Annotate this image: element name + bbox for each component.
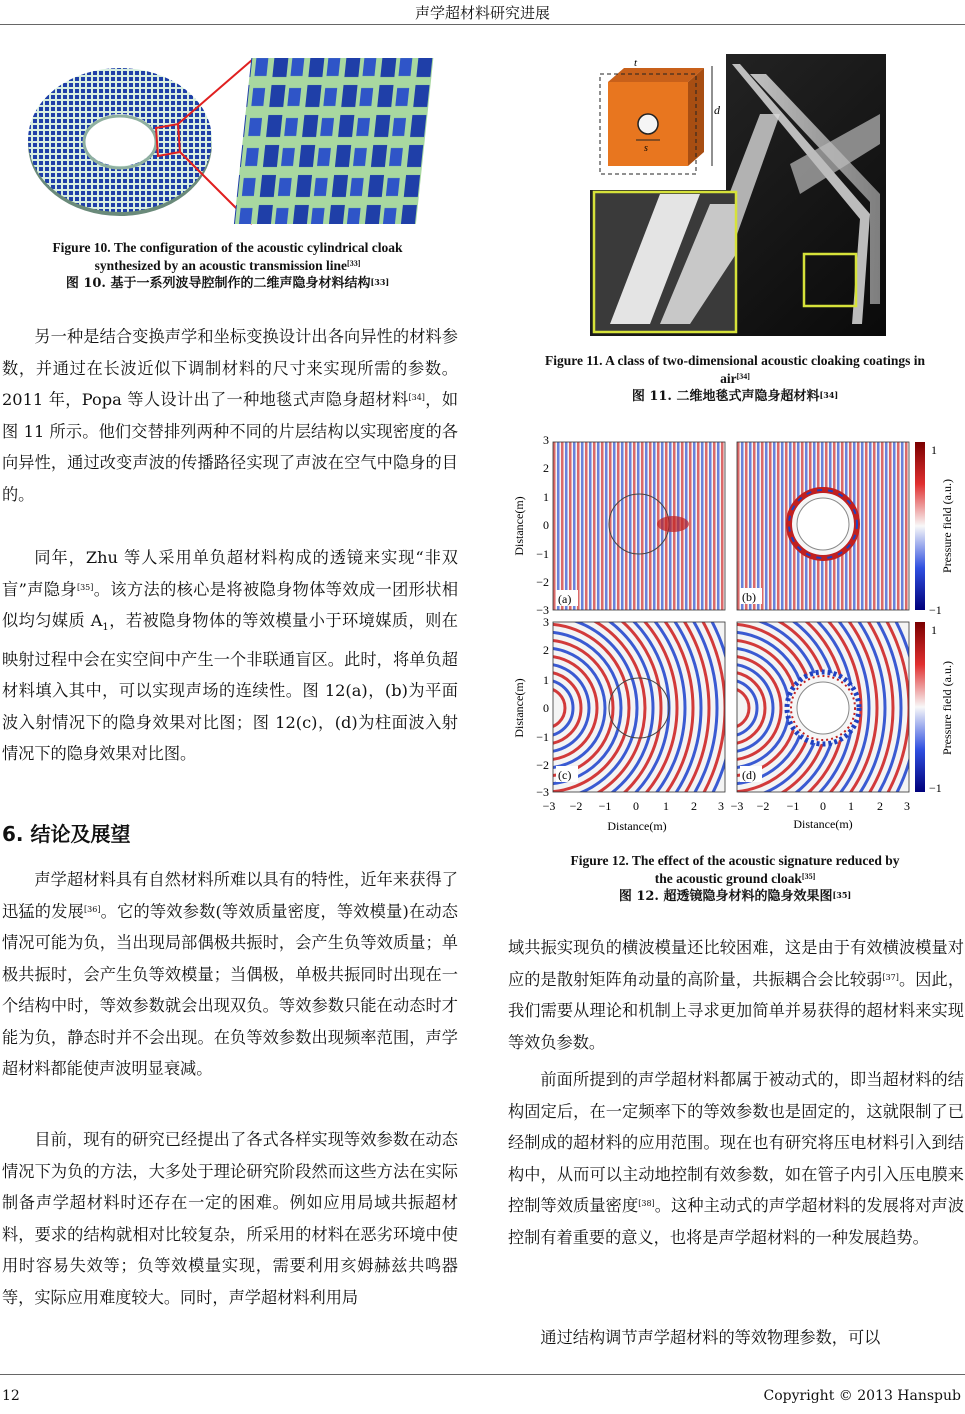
panel-a [553,442,725,610]
cylindrical-cloak-disc [28,68,212,216]
footer-rule [0,1374,965,1375]
left-para-3: 声学超材料具有自然材料所难以具有的特性，近年来获得了迅猛的发展[36]。它的等效参数(等效质量密度，等效模量)在动态情况可能为负，当出现局部偶极共振时，会产生负等效质量；单极共振时，会产生负等效模量；当偶极，单极共振同时出现在一个结构中时，等效参数就会出现双负。等效参数只能在动态时才能为负，静态时并不会出现。在负等效参数出现频率范围，声学超材料都能使声波明显衰减。 [2,870,458,1078]
zoomed-structure [234,58,433,224]
xtick-right: 3 [904,799,910,813]
section-heading: 6. 结论及展望 [2,822,131,846]
xtick-right: −1 [786,799,800,813]
ytick-bottom: 1 [543,673,549,687]
ytick-bottom: −2 [536,758,549,772]
left-para-2: 同年，Zhu 等人采用单负超材料构成的透镜来实现“非双盲”声隐身[35]。该方法的核心是将被隐身物体等效成一团形状相似均匀媒质 $A_1$，若被隐身物体的等效模量小于环境媒质，则在映射过程中会在实空间中产生一个非联通盲区。此时，将单负超材料填入其中，可以实现声场的连续性。图 12(a)，(b)为平面波入射情况下的隐身效果对比图；图 12(c)，(d)为柱面波入射情况下的隐身效果对比图。 [2,548,459,764]
figure-11-caption-en: Figure 11. A class of two-dimensional acoustic cloaking coatings in air[34] [544,353,926,386]
ytick-top: 0 [543,518,549,532]
left-para-1: 另一种是结合变换声学和坐标变换设计出各向异性的材料参数，并通过在长波近似下调制材料的尺寸来实现所需的参数。2011 年，Popa 等人设计出了一种地毯式声隐身超材料[34]，如图 11 所示。他们交替排列两种不同的片层结构以实现密度的各向异性，通过改变声波的传播路径实现了声波在空气中隐身的目的。 [2,327,459,504]
figure-12-plots [505,428,965,840]
xtick-left: 2 [691,799,697,813]
xlabel-left: Distance(m) [607,819,667,833]
panel-label-b: (b) [742,590,756,604]
colorbar-top [915,442,925,610]
figure-11-image [590,54,886,336]
inset-label-d: d [714,103,720,117]
xtick-right: 2 [877,799,883,813]
xtick-right: −3 [730,799,744,813]
colorbar-min-top: −1 [929,603,942,617]
panel-b [737,442,909,610]
copyright: Copyright © 2013 Hanspub [763,1388,961,1404]
panel-label-c: (c) [558,768,572,782]
xtick-left: −2 [569,799,583,813]
ytick-top: −2 [536,575,549,589]
zoomed-sheet-photo [594,192,736,332]
ytick-bottom: 3 [543,615,549,629]
ytick-top: 3 [543,433,549,447]
header-rule [0,24,965,25]
ytick-bottom: 2 [543,643,549,657]
panel-label-a: (a) [558,592,572,606]
figure-10-caption-en: Figure 10. The configuration of the acoustic cylindrical cloak synthesized by an acoustic transmission line[33] [52,240,403,273]
figure-12-caption-zh: 图 12. 超透镜隐身材料的隐身效果图[35] [618,889,852,904]
xtick-right: −2 [756,799,770,813]
page-number: 12 [2,1388,20,1404]
unit-cell-inset [590,54,726,190]
xtick-left: −3 [542,799,556,813]
ylabel-bottom: Distance(m) [512,678,526,738]
ytick-bottom: −1 [536,730,549,744]
colorbar-label-top: Pressure field (a.u.) [940,479,954,573]
ytick-top: −3 [536,603,549,617]
ytick-bottom: −3 [536,785,549,799]
xtick-left: 1 [663,799,669,813]
right-para-3: 通过结构调节声学超材料的等效物理参数，可以 [540,1328,881,1347]
inset-label-s: s [644,143,648,154]
left-para-4: 目前，现有的研究已经提出了各式各样实现等效参数在动态情况下为负的方法，大多处于理论研究阶段然而这些方法在实际制备声学超材料时还存在一定的困难。例如应用局域共振超材料，要求的结构就相对比较复杂，所采用的材料在恶劣环境中使用时容易失效等；负等效模量实现，需要利用亥姆赫兹共鸣器等，实际应用难度较大。同时，声学超材料利用局 [2,1130,458,1307]
ytick-top: 1 [543,490,549,504]
ylabel-top: Distance(m) [512,496,526,556]
panel-label-d: (d) [742,768,756,782]
ytick-top: −1 [536,547,549,561]
xtick-right: 1 [848,799,854,813]
inset-label-t: t [634,57,638,69]
figure-12-caption-en: Figure 12. The effect of the acoustic signature reduced by the acoustic ground cloak[35] [570,853,900,886]
figure-10-image [20,52,440,232]
xtick-right: 0 [820,799,826,813]
xtick-left: −1 [598,799,612,813]
ytick-top: 2 [543,461,549,475]
ytick-bottom: 0 [543,701,549,715]
right-para-1: 域共振实现负的横波模量还比较困难，这是由于有效横波模量对应的是散射矩阵角动量的高阶量，共振耦合会比较弱[37]。因此，我们需要从理论和机制上寻求更加简单并易获得的超材料来实现等效负参数。 [508,938,965,1052]
figure-10-caption-zh: 图 10. 基于一系列波导腔制作的二维声隐身材料结构[33] [65,276,390,291]
xtick-left: 0 [633,799,639,813]
right-para-2: 前面所提到的声学超材料都属于被动式的，即当超材料的结构固定后，在一定频率下的等效参数也是固定的，这就限制了已经制成的超材料的应用范围。现在也有研究将压电材料引入到结构中，从而可以主动地控制有效参数，如在管子内引入压电膜来控制等效质量密度[38]。这种主动式的声学超材料的发展将对声波控制有着重要的意义，也将是声学超材料的一种发展趋势。 [508,1070,965,1247]
colorbar-bottom [915,622,925,792]
xtick-left: 3 [718,799,724,813]
figure-11-caption-zh: 图 11. 二维地毯式声隐身超材料[34] [631,389,839,404]
colorbar-min-bottom: −1 [929,781,942,795]
colorbar-label-bottom: Pressure field (a.u.) [940,661,954,755]
colorbar-max-bottom: 1 [931,623,937,637]
running-header: 声学超材料研究进展 [414,4,550,22]
xlabel-right: Distance(m) [793,817,853,831]
colorbar-max-top: 1 [931,443,937,457]
